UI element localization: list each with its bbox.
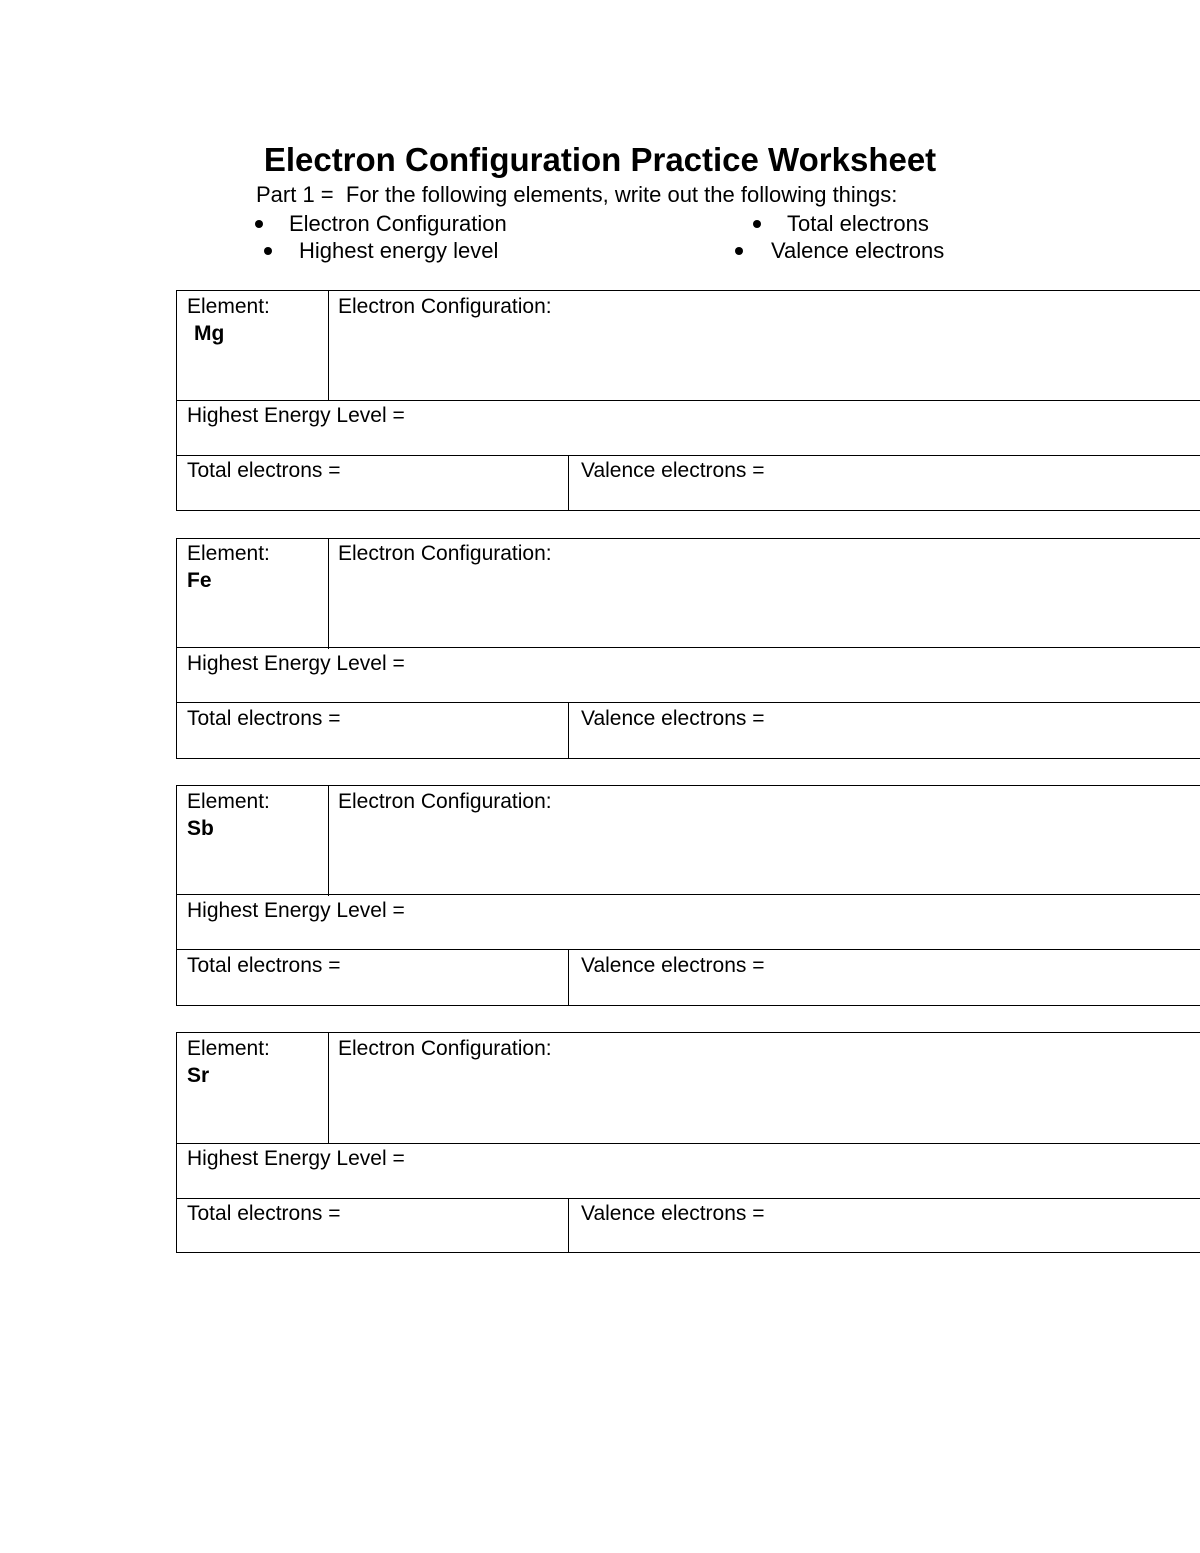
bullet-dot-icon: [735, 247, 743, 255]
divider: [177, 702, 1200, 703]
bullet-text: Highest energy level: [299, 238, 499, 263]
valence-electrons-field[interactable]: Valence electrons =: [581, 1202, 765, 1225]
element-symbol: Sr: [187, 1064, 210, 1087]
total-electrons-field[interactable]: Total electrons =: [187, 459, 341, 482]
valence-electrons-field[interactable]: Valence electrons =: [581, 459, 765, 482]
divider: [177, 1198, 1200, 1199]
electron-configuration-field[interactable]: Electron Configuration:: [338, 1037, 552, 1060]
valence-electrons-field[interactable]: Valence electrons =: [581, 707, 765, 730]
divider: [177, 894, 1200, 895]
element-block: [176, 538, 1200, 759]
electron-configuration-field[interactable]: Electron Configuration:: [338, 790, 552, 813]
total-electrons-field[interactable]: Total electrons =: [187, 954, 341, 977]
divider: [177, 400, 1200, 401]
total-electrons-field[interactable]: Total electrons =: [187, 1202, 341, 1225]
divider: [568, 455, 569, 511]
bullet-dot-icon: [753, 220, 761, 228]
divider: [177, 949, 1200, 950]
element-symbol: Sb: [187, 817, 214, 840]
divider: [328, 1033, 329, 1144]
worksheet-title: Electron Configuration Practice Worksheet: [263, 141, 937, 178]
element-block: [176, 1032, 1200, 1253]
divider: [328, 539, 329, 649]
total-electrons-field[interactable]: Total electrons =: [187, 707, 341, 730]
divider: [177, 455, 1200, 456]
divider: [568, 1198, 569, 1253]
bullet-dot-icon: [264, 247, 272, 255]
element-label: Element:: [187, 542, 270, 565]
element-block: [176, 785, 1200, 1006]
divider: [328, 291, 329, 401]
divider: [177, 1143, 1200, 1144]
element-block: [176, 290, 1200, 511]
divider: [328, 786, 329, 896]
highest-energy-level-field[interactable]: Highest Energy Level =: [187, 404, 405, 427]
bullet-text: Electron Configuration: [289, 211, 507, 236]
bullet-text: Total electrons: [787, 211, 929, 236]
instructions: Part 1 = For the following elements, write out the following things:: [256, 182, 898, 207]
element-label: Element:: [187, 1037, 270, 1060]
highest-energy-level-field[interactable]: Highest Energy Level =: [187, 899, 405, 922]
highest-energy-level-field[interactable]: Highest Energy Level =: [187, 1147, 405, 1170]
valence-electrons-field[interactable]: Valence electrons =: [581, 954, 765, 977]
element-label: Element:: [187, 790, 270, 813]
bullet-text: Valence electrons: [771, 238, 945, 263]
element-symbol: Mg: [194, 322, 225, 345]
element-label: Element:: [187, 295, 270, 318]
element-symbol: Fe: [187, 569, 212, 592]
highest-energy-level-field[interactable]: Highest Energy Level =: [187, 652, 405, 675]
electron-configuration-field[interactable]: Electron Configuration:: [338, 542, 552, 565]
electron-configuration-field[interactable]: Electron Configuration:: [338, 295, 552, 318]
divider: [177, 647, 1200, 648]
divider: [568, 702, 569, 759]
divider: [568, 949, 569, 1006]
bullet-dot-icon: [255, 220, 263, 228]
